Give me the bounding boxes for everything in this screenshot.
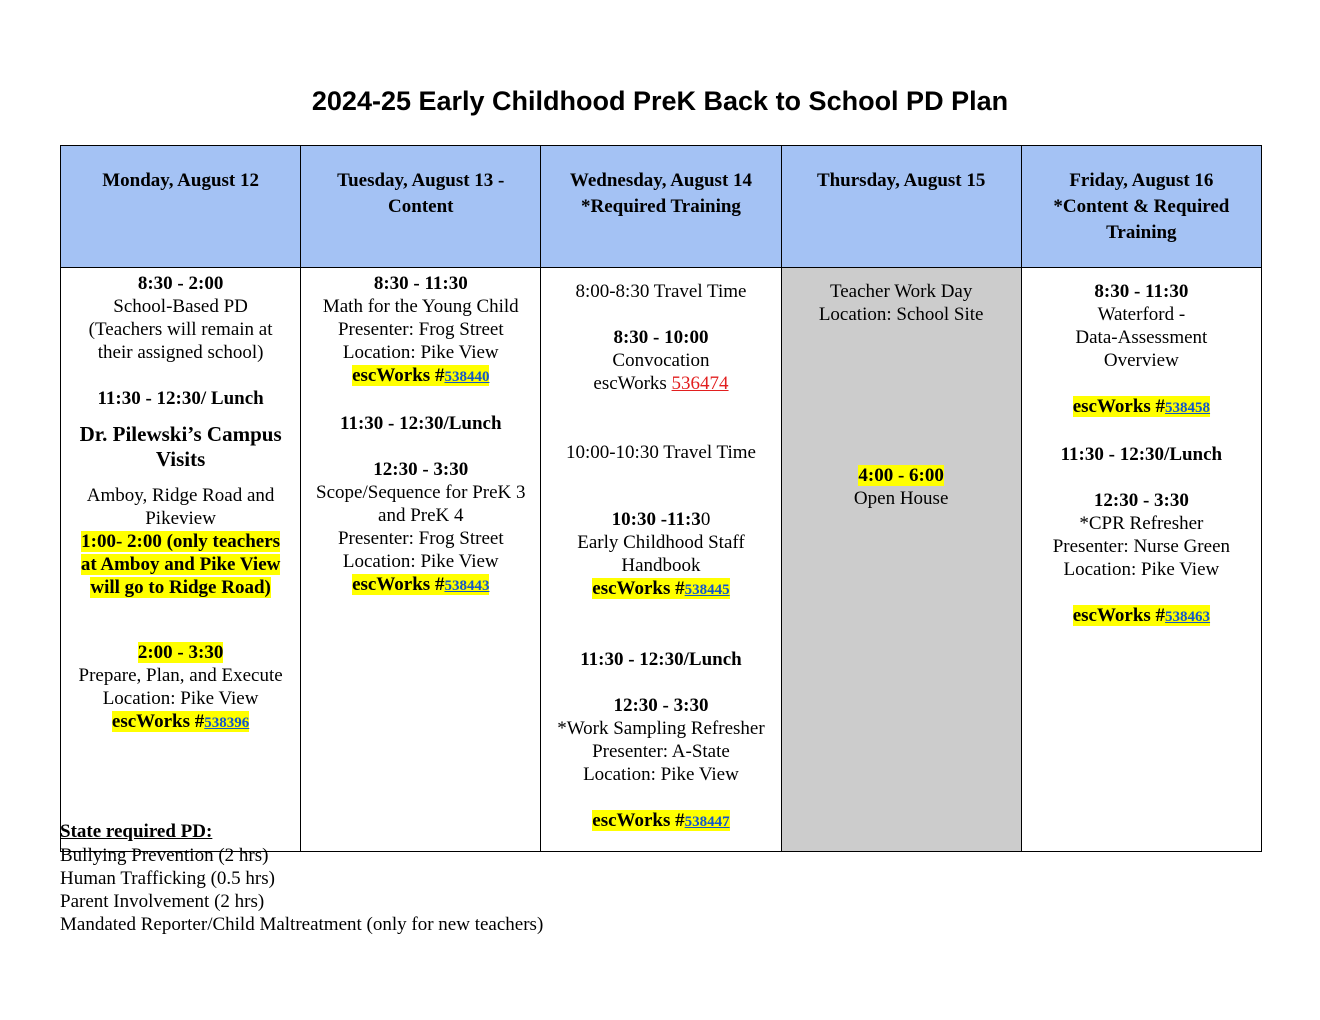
monday-escworks-link[interactable]: 538396: [204, 715, 250, 731]
friday-cell: [1021, 268, 1261, 852]
wednesday-esc-label-1: escWorks: [593, 373, 672, 394]
header-tuesday-line1: Tuesday, August 13 -: [337, 170, 505, 191]
tuesday-session-2b: and PreK 4: [378, 505, 464, 526]
header-monday-line1: Monday, August 12: [102, 170, 259, 191]
header-tuesday: [301, 146, 541, 268]
tuesday-presenter-2: Presenter: Frog Street: [337, 528, 504, 549]
wednesday-esc-label-2: escWorks #: [592, 578, 685, 599]
monday-esc-label: escWorks #: [111, 711, 205, 732]
monday-note-1: 1:00- 2:00 (only teachers: [81, 531, 281, 552]
tuesday-escworks-link-2[interactable]: 538443: [444, 578, 490, 594]
monday-note-2: at Amboy and Pike View: [80, 554, 281, 575]
wednesday-presenter-3: Presenter: A-State: [592, 741, 730, 762]
friday-time-2: 12:30 - 3:30: [1093, 490, 1189, 511]
thursday-event: Open House: [853, 488, 949, 509]
friday-lunch: 11:30 - 12:30/Lunch: [1060, 444, 1223, 465]
monday-line-3: their assigned school): [97, 342, 264, 363]
wednesday-session-3: *Work Sampling Refresher: [557, 718, 765, 739]
wednesday-location-3: Location: Pike View: [583, 764, 739, 785]
tuesday-cell: [301, 268, 541, 852]
header-tuesday-line2: Content: [388, 196, 454, 217]
wednesday-cell: [541, 268, 781, 852]
monday-visits-1: Dr. Pilewski’s Campus: [79, 422, 282, 446]
wednesday-escworks-link-3[interactable]: 538447: [684, 814, 730, 830]
header-wednesday: [541, 146, 781, 268]
monday-location-2: Location: Pike View: [102, 688, 259, 709]
monday-time-2: 2:00 - 3:30: [137, 642, 224, 663]
friday-session-1b: Data-Assessment: [1075, 327, 1208, 348]
tuesday-escworks-link-1[interactable]: 538440: [444, 369, 490, 385]
wednesday-escworks-link-2[interactable]: 538445: [684, 582, 730, 598]
friday-session-1a: Waterford -: [1097, 304, 1186, 325]
tuesday-session-2a: Scope/Sequence for PreK 3: [316, 482, 526, 503]
state-item: Bullying Prevention (2 hrs): [60, 845, 269, 866]
header-wednesday-line1: Wednesday, August 14: [569, 170, 753, 191]
monday-schools-2: Pikeview: [145, 508, 216, 529]
tuesday-time-2: 12:30 - 3:30: [373, 459, 469, 480]
thursday-time: 4:00 - 6:00: [858, 465, 944, 486]
tuesday-location-1: Location: Pike View: [342, 342, 499, 363]
wednesday-esc-label-3: escWorks #: [592, 810, 685, 831]
tuesday-session-1: Math for the Young Child: [322, 296, 519, 317]
monday-session-2: Prepare, Plan, and Execute: [78, 665, 283, 686]
wednesday-time-2a: 10:30 -11:3: [611, 509, 701, 530]
monday-time-1: 8:30 - 2:00: [137, 273, 224, 294]
monday-line-1: School-Based PD: [113, 296, 248, 317]
monday-cell: [61, 268, 301, 852]
pd-schedule-table: [60, 145, 1262, 852]
header-friday-line2: *Content & Required: [1053, 196, 1230, 217]
header-friday-line3: Training: [1106, 222, 1177, 243]
friday-presenter-2: Presenter: Nurse Green: [1052, 536, 1230, 557]
friday-esc-label-1: escWorks #: [1072, 396, 1166, 417]
wednesday-session-1: Convocation: [612, 350, 710, 371]
header-thursday: [781, 146, 1021, 268]
monday-line-2: (Teachers will remain at: [88, 319, 273, 340]
state-required-section: [60, 820, 543, 936]
header-row: [61, 146, 1262, 268]
thursday-cell: [781, 268, 1021, 852]
thursday-line-2: Location: School Site: [818, 304, 984, 325]
monday-visits-2: Visits: [155, 447, 206, 471]
friday-time-1: 8:30 - 11:30: [1094, 281, 1189, 302]
friday-escworks-link-1[interactable]: 538458: [1165, 400, 1211, 416]
thursday-line-1: Teacher Work Day: [829, 281, 973, 302]
friday-esc-label-2: escWorks #: [1072, 605, 1166, 626]
wednesday-escworks-link-1[interactable]: 536474: [671, 373, 729, 394]
wednesday-time-3: 12:30 - 3:30: [613, 695, 709, 716]
wednesday-travel-2: 10:00-10:30 Travel Time: [565, 442, 756, 463]
friday-session-1c: Overview: [1103, 350, 1179, 371]
wednesday-session-2b: Handbook: [621, 555, 701, 576]
state-item: Human Trafficking (0.5 hrs): [60, 868, 275, 889]
schedule-row: [61, 268, 1262, 852]
friday-location-2: Location: Pike View: [1063, 559, 1220, 580]
header-friday: [1021, 146, 1261, 268]
state-item: Parent Involvement (2 hrs): [60, 891, 265, 912]
tuesday-lunch: 11:30 - 12:30/Lunch: [340, 413, 502, 434]
tuesday-presenter-1: Presenter: Frog Street: [337, 319, 504, 340]
monday-note-3: will go to Ridge Road): [90, 577, 271, 598]
friday-session-2: *CPR Refresher: [1079, 513, 1204, 534]
friday-escworks-link-2[interactable]: 538463: [1165, 609, 1211, 625]
wednesday-travel-1: 8:00-8:30 Travel Time: [575, 281, 747, 302]
tuesday-esc-label-1: escWorks #: [352, 365, 445, 386]
wednesday-session-2a: Early Childhood Staff: [577, 532, 745, 553]
wednesday-time-2b: 0: [700, 509, 711, 530]
tuesday-esc-label-2: escWorks #: [352, 574, 445, 595]
header-friday-line1: Friday, August 16: [1069, 170, 1214, 191]
state-item: Mandated Reporter/Child Maltreatment (only for new teachers): [60, 914, 544, 935]
page-title: 2024-25 Early Childhood PreK Back to School PD Plan: [311, 86, 1009, 116]
tuesday-time-1: 8:30 - 11:30: [373, 273, 468, 294]
wednesday-time-1: 8:30 - 10:00: [613, 327, 709, 348]
header-wednesday-line2: *Required Training: [580, 196, 741, 217]
state-required-heading: State required PD:: [60, 821, 213, 842]
header-thursday-line1: Thursday, August 15: [816, 170, 986, 191]
monday-schools-1: Amboy, Ridge Road and: [86, 485, 275, 506]
header-monday: [61, 146, 301, 268]
tuesday-location-2: Location: Pike View: [342, 551, 499, 572]
monday-lunch: 11:30 - 12:30/ Lunch: [97, 388, 264, 409]
wednesday-lunch: 11:30 - 12:30/Lunch: [580, 649, 742, 670]
